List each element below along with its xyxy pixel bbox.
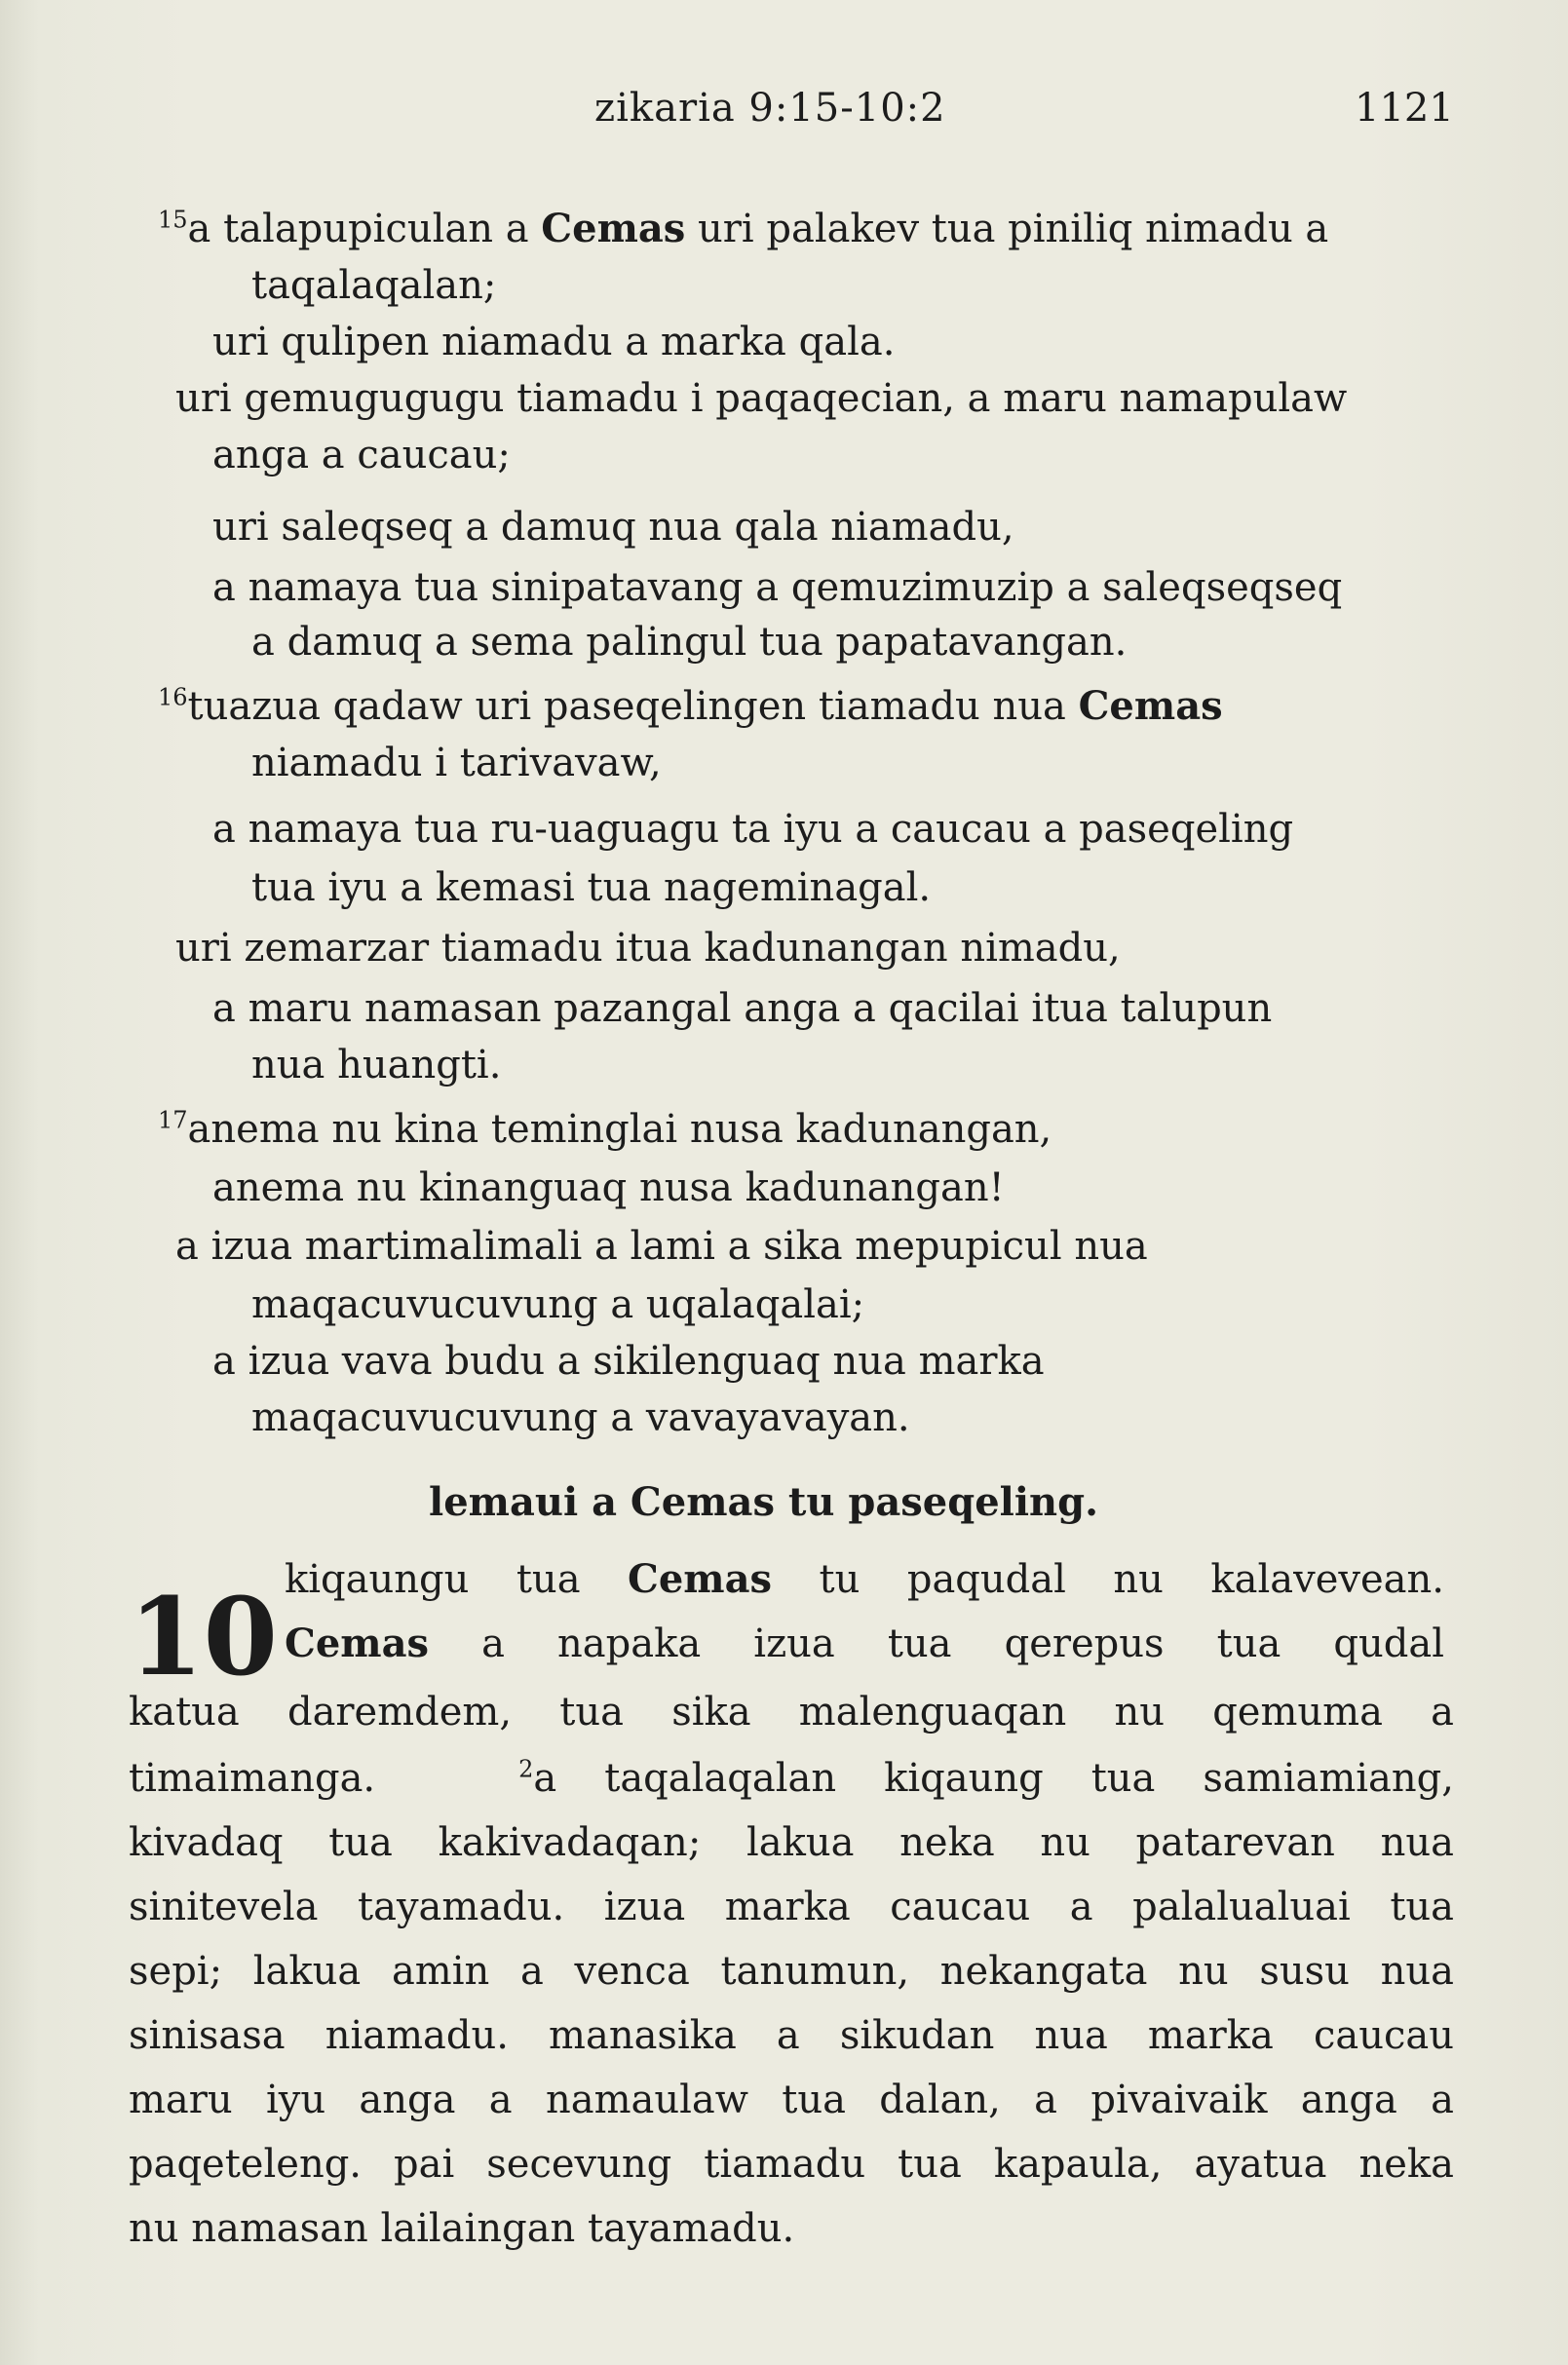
verse-line	[158, 1105, 1052, 1154]
paragraph-line: sepi; lakua amin a venca tanumun, nekangata nu susu nua	[129, 1949, 1454, 1994]
page-number: 1121	[1355, 86, 1454, 131]
paragraph-line: nu namasan lailaingan tayamadu.	[129, 2206, 795, 2251]
verse-number: 15	[158, 206, 188, 234]
verse-text: uri palakev tua piniliq nimadu a	[685, 207, 1329, 251]
verse-line: a namaya tua ru-uaguagu ta iyu a caucau a paseqeling	[212, 807, 1294, 852]
paragraph-text: timaimanga.	[129, 1756, 376, 1801]
verse-line: anema nu kinanguaq nusa kadunangan!	[212, 1165, 1005, 1210]
paragraph-text: kiqaungu tua	[285, 1557, 629, 1602]
verse-line: tua iyu a kemasi tua nageminagal.	[251, 865, 932, 910]
divine-name: Cemas	[1078, 683, 1223, 729]
verse-text: anema nu kina teminglai nusa kadunangan,	[187, 1107, 1052, 1152]
paragraph-text: a taqalaqalan kiqaung tua samiamiang,	[533, 1756, 1454, 1801]
verse-line: a maru namasan pazangal anga a qacilai itua talupun	[212, 986, 1273, 1031]
verse-line: uri zemarzar tiamadu itua kadunangan nimadu,	[175, 926, 1121, 971]
verse-line: nua huangti.	[251, 1043, 502, 1087]
verse-line: uri qulipen niamadu a marka qala.	[212, 320, 896, 364]
divine-name: Cemas	[628, 1556, 773, 1602]
chapter-reference: zikaria 9:15-10:2	[594, 86, 946, 131]
paragraph-text: tu paqudal nu kalavevean.	[772, 1557, 1444, 1602]
verse-line	[158, 205, 1328, 253]
verse-line: niamadu i tarivavaw,	[251, 741, 662, 785]
verse-line: uri gemugugugu tiamadu i paqaqecian, a maru namapulaw	[175, 376, 1348, 421]
paragraph-line: katua daremdem, tua sika malenguaqan nu qemuma a	[129, 1690, 1454, 1735]
chapter-number: 10	[129, 1574, 279, 1699]
paragraph-line	[285, 1555, 1444, 1604]
verse-line: a izua vava budu a sikilenguaq nua marka	[212, 1339, 1045, 1384]
divine-name: Cemas	[285, 1621, 430, 1666]
paragraph-line: paqeteleng. pai secevung tiamadu tua kapaula, ayatua neka	[129, 2142, 1454, 2187]
verse-line	[158, 682, 1223, 731]
verse-line: a damuq a sema palingul tua papatavangan.	[251, 620, 1128, 665]
paragraph-line: sinisasa niamadu. manasika a sikudan nua marka caucau	[129, 2013, 1454, 2058]
verse-number: 16	[158, 683, 188, 711]
paragraph-text: a napaka izua tua qerepus tua qudal	[429, 1621, 1444, 1666]
paragraph-line: kivadaq tua kakivadaqan; lakua neka nu patarevan nua	[129, 1820, 1454, 1865]
verse-line: a namaya tua sinipatavang a qemuzimuzip a saleqseqseq	[212, 565, 1343, 610]
paragraph-line	[285, 1620, 1444, 1668]
paragraph-line: maru iyu anga a namaulaw tua dalan, a pivaivaik anga a	[129, 2078, 1454, 2122]
paragraph-line	[129, 1754, 1454, 1803]
verse-text: tuazua qadaw uri paseqelingen tiamadu nua	[187, 684, 1079, 729]
verse-line: taqalaqalan;	[251, 263, 497, 308]
verse-text: a talapupiculan a	[187, 207, 542, 251]
paragraph-line: sinitevela tayamadu. izua marka caucau a palalualuai tua	[129, 1885, 1454, 1929]
section-heading: lemaui a Cemas tu paseqeling.	[429, 1479, 1099, 1525]
divine-name: Cemas	[541, 206, 686, 251]
verse-line: maqacuvucuvung a uqalaqalai;	[251, 1282, 865, 1327]
running-header	[585, 86, 1462, 144]
verse-line: uri saleqseq a damuq nua qala niamadu,	[212, 505, 1014, 550]
verse-line: maqacuvucuvung a vavayavayan.	[251, 1395, 910, 1440]
verse-line: anga a caucau;	[212, 433, 511, 477]
verse-number: 2	[518, 1755, 534, 1783]
verse-number: 17	[158, 1106, 188, 1134]
verse-line: a izua martimalimali a lami a sika mepupicul nua	[175, 1224, 1148, 1269]
